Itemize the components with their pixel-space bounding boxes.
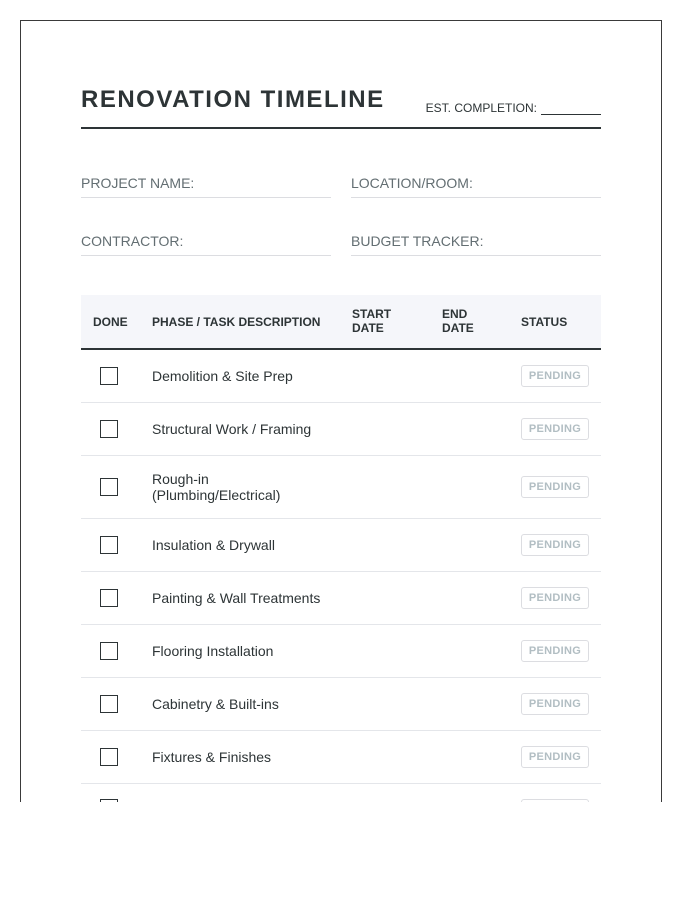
- header-end-line2: DATE: [442, 321, 474, 335]
- table-row: [81, 731, 601, 784]
- timeline-sheet: [20, 20, 662, 802]
- task-table: [81, 295, 601, 802]
- status-badge[interactable]: PENDING: [521, 534, 589, 556]
- contractor-field[interactable]: [81, 221, 331, 256]
- status-badge[interactable]: PENDING: [521, 418, 589, 440]
- contractor-label: CONTRACTOR:: [81, 233, 184, 249]
- table-row-partial: [81, 784, 601, 802]
- header-end-line1: END: [442, 307, 468, 321]
- est-completion: [426, 101, 601, 115]
- header-end-date: [442, 307, 474, 335]
- table-row: [81, 678, 601, 731]
- task-description: Flooring Installation: [152, 643, 274, 659]
- task-description: Fixtures & Finishes: [152, 749, 272, 765]
- title-divider: [81, 127, 601, 129]
- page-title: RENOVATION TIMELINE: [81, 86, 385, 113]
- task-description: Cabinetry & Built-ins: [152, 696, 279, 712]
- done-checkbox[interactable]: [100, 642, 118, 660]
- status-badge[interactable]: PENDING: [521, 693, 589, 715]
- status-badge-partial: [521, 799, 589, 802]
- status-badge[interactable]: PENDING: [521, 587, 589, 609]
- budget-tracker-label: BUDGET TRACKER:: [351, 233, 484, 249]
- budget-tracker-field[interactable]: [351, 221, 601, 256]
- done-checkbox[interactable]: [100, 420, 118, 438]
- header-start-line1: START: [352, 307, 392, 321]
- table-header: [81, 295, 601, 350]
- done-checkbox[interactable]: [100, 748, 118, 766]
- done-checkbox[interactable]: [100, 536, 118, 554]
- task-description: Insulation & Drywall: [152, 537, 275, 553]
- table-row: [81, 572, 601, 625]
- header-start-date: [352, 307, 391, 335]
- status-badge[interactable]: PENDING: [521, 640, 589, 662]
- task-line1: Rough-in: [152, 471, 209, 487]
- table-row: [81, 625, 601, 678]
- header-status: STATUS: [521, 315, 568, 329]
- header-task: PHASE / TASK DESCRIPTION: [152, 315, 321, 329]
- est-completion-label: EST. COMPLETION:: [425, 101, 537, 115]
- project-name-label: PROJECT NAME:: [81, 175, 195, 191]
- location-room-field[interactable]: [351, 163, 601, 198]
- header-start-line2: DATE: [352, 321, 384, 335]
- task-line2: (Plumbing/Electrical): [152, 487, 281, 503]
- status-badge[interactable]: PENDING: [521, 476, 589, 498]
- done-checkbox[interactable]: [100, 695, 118, 713]
- done-checkbox[interactable]: [100, 478, 118, 496]
- status-badge[interactable]: PENDING: [521, 746, 589, 768]
- task-description: Demolition & Site Prep: [152, 368, 293, 384]
- project-name-field[interactable]: [81, 163, 331, 198]
- est-completion-blank[interactable]: [541, 102, 601, 115]
- table-row: [81, 350, 601, 403]
- header-done: DONE: [93, 315, 128, 329]
- done-checkbox[interactable]: [100, 589, 118, 607]
- table-row: [81, 519, 601, 572]
- location-room-label: LOCATION/ROOM:: [351, 175, 473, 191]
- task-description: Structural Work / Framing: [152, 421, 312, 437]
- table-row: [81, 456, 601, 519]
- table-row: [81, 403, 601, 456]
- task-description: [152, 471, 337, 503]
- done-checkbox[interactable]: [100, 799, 118, 802]
- status-badge[interactable]: PENDING: [521, 365, 589, 387]
- done-checkbox[interactable]: [100, 367, 118, 385]
- task-description: Painting & Wall Treatments: [152, 590, 321, 606]
